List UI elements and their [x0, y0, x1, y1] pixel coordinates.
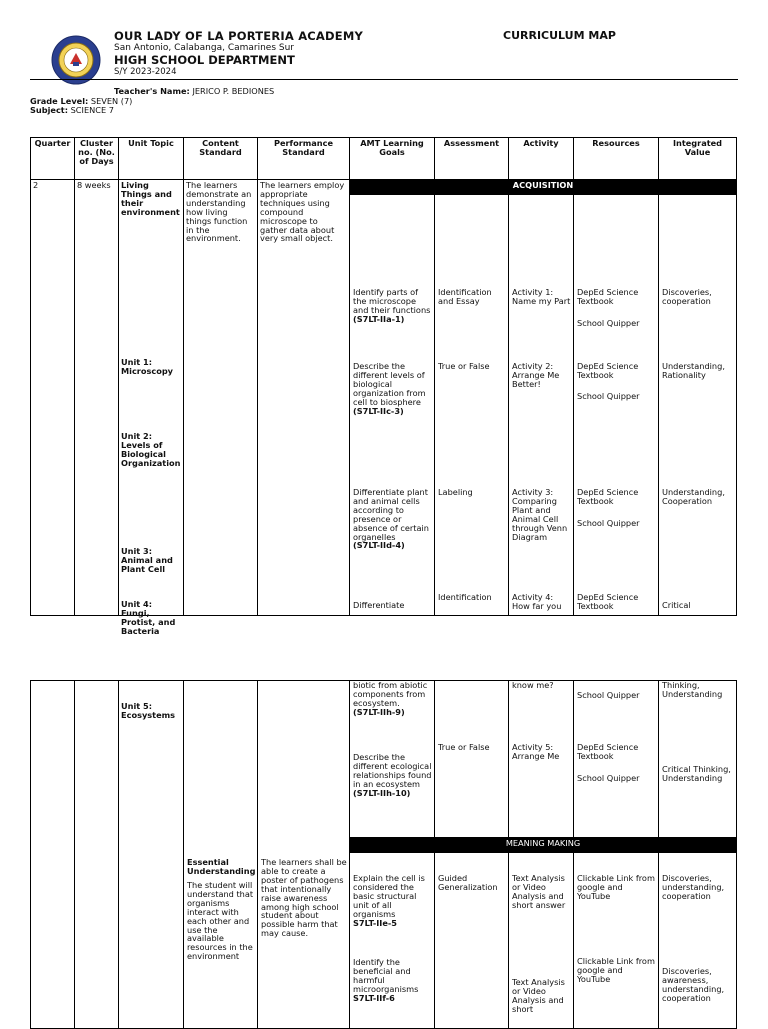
- resource-item: School Quipper: [577, 690, 640, 700]
- resources-cell-mm: [574, 853, 659, 1029]
- performance-standard-text: The learners shall be able to create a poster of pathogens that intentionally raise awareness among high school student about possible harm that may cause.: [261, 857, 347, 939]
- unit-2-label: Unit 2: Levels of Biological Organization: [121, 431, 181, 468]
- document-title: CURRICULUM MAP: [503, 29, 616, 42]
- school-name: OUR LADY OF LA PORTERIA ACADEMY: [114, 29, 364, 43]
- goal-item: Identify the beneficial and harmful microorganisms S7LT-IIf-6: [353, 957, 419, 1003]
- resource-item: DepEd Science Textbook: [577, 592, 639, 611]
- assessment-item: Guided Generalization: [438, 873, 498, 892]
- unit-5-label: Unit 5: Ecosystems: [121, 701, 176, 720]
- resource-item: DepEd Science Textbook: [577, 487, 639, 506]
- value-item: Understanding, Cooperation: [662, 487, 725, 506]
- activity-item: Text Analysis or Video Analysis and short: [512, 977, 565, 1014]
- integrated-value-cell-mm: [659, 853, 737, 1029]
- col-resources: Resources: [574, 138, 659, 180]
- col-content-standard: Content Standard: [184, 138, 258, 180]
- goal-item: Describe the different levels of biological organization from cell to biosphere (S7LT-IIc-3): [353, 361, 426, 416]
- activity-item: Activity 2: Arrange Me Better!: [512, 361, 560, 389]
- integrated-value-cell-cont: [659, 681, 737, 838]
- activity-item: Text Analysis or Video Analysis and short answer: [512, 873, 566, 910]
- value-item: Critical: [662, 600, 691, 610]
- goal-item: Differentiate: [353, 600, 405, 610]
- activity-item: Activity 3: Comparing Plant and Animal Cell through Venn Diagram: [512, 487, 568, 542]
- school-year: S/Y 2023-2024: [114, 67, 177, 77]
- unit-topic-cell: [119, 180, 184, 636]
- goal-item: Describe the different ecological relationships found in an ecosystem (S7LT-IIh-10): [353, 752, 432, 798]
- assessment-cell-cont: [435, 681, 509, 838]
- school-seal-logo: [51, 35, 101, 85]
- amt-goals-cell-cont: [350, 681, 435, 838]
- assessment-item: Identification and Essay: [438, 287, 492, 306]
- content-standard-cell: The learners demonstrate an understanding how living things function in the environment.: [184, 180, 258, 616]
- amt-goals-cell-mm: [350, 853, 435, 1029]
- main-topic: Living Things and their environment: [121, 180, 180, 217]
- activity-cell-mm: [509, 853, 574, 1029]
- subject-line: [30, 106, 114, 115]
- activity-item: Activity 4: How far you: [512, 592, 562, 611]
- header-divider: [30, 79, 738, 80]
- quarter-cell-cont: [31, 681, 75, 1029]
- teacher-name: JERICO P. BEDIONES: [192, 86, 275, 96]
- resource-item: DepEd Science Textbook: [577, 287, 639, 306]
- assessment-item: Labeling: [438, 487, 473, 497]
- integrated-value-cell: [659, 195, 737, 616]
- resource-item: School Quipper: [577, 518, 640, 528]
- value-item: Understanding, Rationality: [662, 361, 725, 380]
- school-address: San Antonio, Calabanga, Camarines Sur: [114, 43, 295, 53]
- resource-item: Clickable Link from google and YouTube: [577, 873, 655, 901]
- resources-cell: [574, 195, 659, 616]
- value-item: Critical Thinking, Understanding: [662, 764, 731, 783]
- activity-item: Activity 1: Name my Part: [512, 287, 571, 306]
- activity-cell: [509, 195, 574, 616]
- performance-standard-cell: The learners employ appropriate techniques using compound microscope to gather data about very small object.: [258, 180, 350, 616]
- acquisition-bar-row: [31, 180, 737, 195]
- col-unit-topic: Unit Topic: [119, 138, 184, 180]
- table-header-row: [31, 138, 737, 180]
- col-cluster: Cluster no. (No. of Days: [75, 138, 119, 180]
- resource-item: Clickable Link from google and YouTube: [577, 956, 655, 984]
- assessment-cell-mm: [435, 853, 509, 1029]
- activity-item: Activity 5: Arrange Me: [512, 742, 560, 761]
- curriculum-table-page2: [30, 680, 737, 1029]
- quarter-cell: 2: [31, 180, 75, 616]
- col-activity: Activity: [509, 138, 574, 180]
- value-item: Discoveries, cooperation: [662, 287, 712, 306]
- unit-topic-cell-cont: [119, 681, 184, 1029]
- assessment-item: True or False: [438, 361, 490, 371]
- essential-understanding-cell: [184, 681, 258, 1029]
- value-item: Discoveries, understanding, cooperation: [662, 873, 725, 901]
- teacher-line: [114, 87, 274, 96]
- department-name: HIGH SCHOOL DEPARTMENT: [114, 53, 295, 67]
- goal-item: Differentiate plant and animal cells according to presence or absence of certain organelles (S7LT-IId-4): [353, 487, 429, 551]
- subject-label: Subject:: [30, 105, 68, 115]
- continuation-row: [31, 681, 737, 838]
- activity-item: know me?: [512, 680, 554, 690]
- essential-understanding-title: Essential Understanding: [187, 857, 256, 876]
- performance-standard-cell-cont: [258, 681, 350, 1029]
- unit-4-label: Unit 4: Fungi, Protist, and Bacteria: [121, 599, 176, 636]
- col-integrated-value: Integrated Value: [659, 138, 737, 180]
- col-performance-standard: Performance Standard: [258, 138, 350, 180]
- grade-label: Grade Level:: [30, 96, 89, 106]
- meaning-making-banner: MEANING MAKING: [350, 838, 737, 853]
- col-assessment: Assessment: [435, 138, 509, 180]
- assessment-item: True or False: [438, 742, 490, 752]
- resource-item: School Quipper: [577, 773, 640, 783]
- col-amt-goals: AMT Learning Goals: [350, 138, 435, 180]
- essential-understanding-text: The student will understand that organisms interact with each other and use the available resources in the environment: [187, 880, 254, 962]
- value-item: Thinking, Understanding: [662, 680, 723, 699]
- days-cell: 8 weeks: [75, 180, 119, 616]
- assessment-cell: [435, 195, 509, 616]
- goal-item: Identify parts of the microscope and their functions (S7LT-IIa-1): [353, 287, 431, 324]
- acquisition-banner: ACQUISITION: [350, 180, 737, 195]
- days-cell-cont: [75, 681, 119, 1029]
- unit-1-label: Unit 1: Microscopy: [121, 357, 174, 376]
- goal-item: biotic from abiotic components from ecosystem. (S7LT-IIh-9): [353, 680, 428, 717]
- curriculum-table-page1: [30, 137, 737, 636]
- resource-item: DepEd Science Textbook: [577, 361, 639, 380]
- resource-item: DepEd Science Textbook: [577, 742, 639, 761]
- activity-cell-cont: [509, 681, 574, 838]
- resources-cell-cont: [574, 681, 659, 838]
- grade-value: SEVEN (7): [90, 96, 133, 106]
- assessment-item: Identification: [438, 592, 492, 602]
- subject-value: SCIENCE 7: [70, 105, 114, 115]
- resource-item: School Quipper: [577, 318, 640, 328]
- goal-item: Explain the cell is considered the basic structural unit of all organisms S7LT-IIe-5: [353, 873, 425, 928]
- amt-goals-cell: [350, 195, 435, 616]
- value-item: Discoveries, awareness, understanding, cooperation: [662, 966, 725, 1003]
- resource-item: School Quipper: [577, 391, 640, 401]
- unit-3-label: Unit 3: Animal and Plant Cell: [121, 546, 173, 574]
- teacher-label: Teacher's Name:: [114, 86, 190, 96]
- col-quarter: Quarter: [31, 138, 75, 180]
